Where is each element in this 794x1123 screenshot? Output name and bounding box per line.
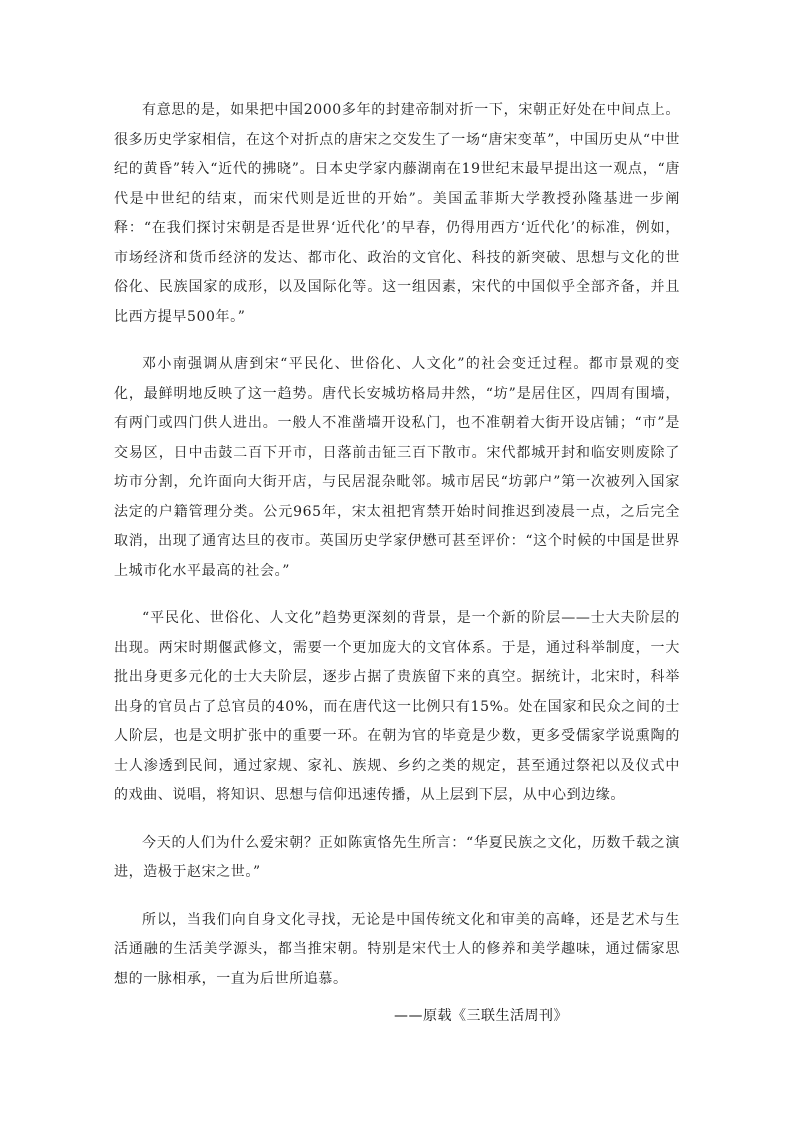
document-page — [114, 96, 680, 1028]
paragraph-4: 今天的人们为什么爱宋朝？正如陈寅恪先生所言：“华夏民族之文化，历数千载之演进，造极于赵宋之世。” — [114, 834, 680, 880]
paragraph-1: 有意思的是，如果把中国2000多年的封建帝制对折一下，宋朝正好处在中间点上。很多历史学家相信，在这个对折点的唐宋之交发生了一场“唐宋变革”，中国历史从“中世纪的黄昏”转入“近代的拂晓”。日本史学家内藤湖南在19世纪末最早提出这一观点，“唐代是中世纪的结束，而宋代则是近世的开始”。美国孟菲斯大学教授孙隆基进一步阐释：“在我们探讨宋朝是否是世界‘近代化’的早春，仍得用西方‘近代化’的标准，例如，市场经济和货币经济的发达、都市化、政治的文官化、科技的新突破、思想与文化的世俗化、民族国家的成形，以及国际化等。这一组因素，宋代的中国似乎全部齐备，并且比西方提早500年。” — [114, 102, 680, 325]
paragraph-5: 所以，当我们向自身文化寻找，无论是中国传统文化和审美的高峰，还是艺术与生活通融的生活美学源头，都当推宋朝。特别是宋代士人的修养和美学趣味，通过儒家思想的一脉相承，一直为后世所追慕。 — [114, 911, 680, 987]
source-attribution: ——原载《三联生活周刊》 — [394, 1008, 568, 1024]
paragraph-2: 邓小南强调从唐到宋“平民化、世俗化、人文化”的社会变迁过程。都市景观的变化，最鲜明地反映了这一趋势。唐代长安城坊格局井然，“坊”是居住区，四周有围墙，有两门或四门供人进出。一般人不准凿墙开设私门，也不准朝着大街开设店铺；“市”是交易区，日中击鼓二百下开市，日落前击钲三百下散市。宋代都城开封和临安则废除了坊市分割，允许面向大街开店，与民居混杂毗邻。城市居民“坊郭户”第一次被列入国家法定的户籍管理分类。公元965年，宋太祖把宵禁开始时间推迟到凌晨一点，之后完全取消，出现了通宵达旦的夜市。英国历史学家伊懋可甚至评价：“这个时候的中国是世界上城市化水平最高的社会。” — [114, 356, 680, 579]
paragraph-3: “平民化、世俗化、人文化”趋势更深刻的背景，是一个新的阶层——士大夫阶层的出现。两宋时期偃武修文，需要一个更加庞大的文官体系。于是，通过科举制度，一大批出身更多元化的士大夫阶层，逐步占据了贵族留下来的真空。据统计，北宋时，科举出身的官员占了总官员的40%，而在唐代这一比例只有15%。处在国家和民众之间的士人阶层，也是文明扩张中的重要一环。在朝为官的毕竟是少数，更多受儒家学说熏陶的士人渗透到民间，通过家规、家礼、族规、乡约之类的规定，甚至通过祭祀以及仪式中的戏曲、说唱，将知识、思想与信仰迅速传播，从上层到下层，从中心到边缘。 — [114, 610, 680, 803]
